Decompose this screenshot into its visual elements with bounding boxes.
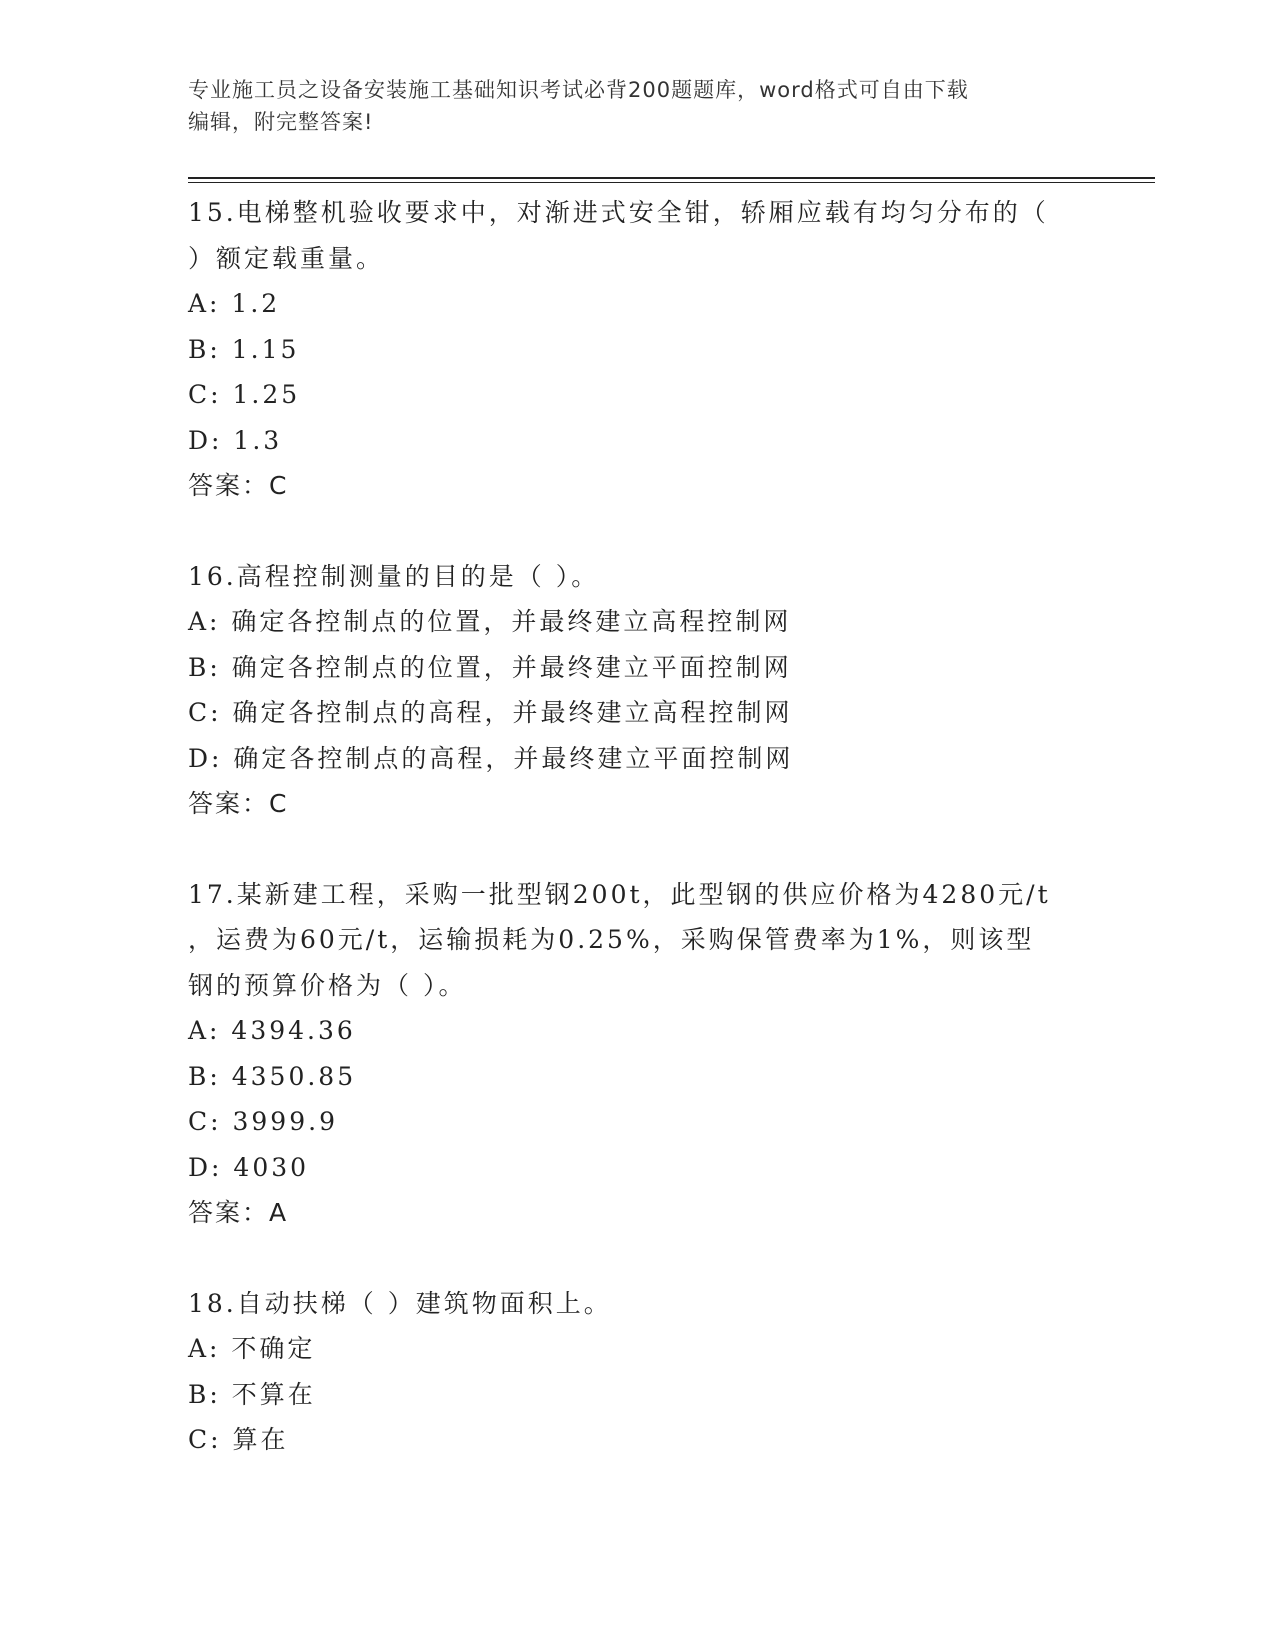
option-b: B: 确定各控制点的位置，并最终建立平面控制网 — [188, 652, 792, 682]
answer-line: 答案：A — [188, 1198, 289, 1227]
option-d: D: 1.3 — [188, 425, 283, 455]
answer-line: 答案：C — [188, 471, 289, 500]
question-18 — [188, 1281, 1088, 1463]
option-c: C: 3999.9 — [188, 1107, 338, 1136]
option-d: D: 4030 — [188, 1152, 310, 1182]
question-list — [188, 190, 1088, 1463]
option-b: B: 不算在 — [188, 1379, 316, 1409]
option-a: A: 1.2 — [188, 289, 281, 318]
question-16 — [188, 554, 1088, 827]
question-stem-line: 17.某新建工程，采购一批型钢200t，此型钢的供应价格为4280元/t — [188, 879, 1051, 909]
header-line-2: 编辑，附完整答案! — [188, 110, 374, 134]
header-divider-thin — [188, 182, 1155, 183]
question-stem-line: 18.自动扶梯（ ）建筑物面积上。 — [188, 1288, 612, 1318]
question-stem-line: 16.高程控制测量的目的是（ ）。 — [188, 561, 600, 591]
question-15 — [188, 190, 1088, 509]
option-b: B: 1.15 — [188, 334, 300, 364]
question-stem-line: 钢的预算价格为（ ）。 — [188, 970, 467, 1000]
question-stem-line: ，运费为60元/t，运输损耗为0.25%，采购保管费率为1%，则该型 — [188, 925, 1035, 954]
question-stem-line: ）额定载重量。 — [188, 243, 385, 273]
header-line-1: 专业施工员之设备安装施工基础知识考试必背200题题库，word格式可自由下载 — [188, 78, 969, 102]
option-a: A: 不确定 — [188, 1334, 316, 1363]
answer-line: 答案：C — [188, 789, 289, 818]
header-divider-thick — [188, 177, 1155, 179]
option-d: D: 确定各控制点的高程，并最终建立平面控制网 — [188, 743, 794, 773]
option-a: A: 确定各控制点的位置，并最终建立高程控制网 — [188, 607, 792, 636]
question-stem-line: 15.电梯整机验收要求中，对渐进式安全钳，轿厢应载有均匀分布的（ — [188, 198, 1049, 227]
question-spacer — [188, 1236, 1088, 1281]
option-c: C: 算在 — [188, 1425, 289, 1454]
question-spacer — [188, 827, 1088, 872]
question-17 — [188, 872, 1088, 1236]
option-c: C: 1.25 — [188, 380, 301, 409]
question-spacer — [188, 509, 1088, 554]
option-b: B: 4350.85 — [188, 1061, 357, 1091]
document-header — [188, 74, 1088, 138]
option-a: A: 4394.36 — [188, 1016, 356, 1045]
option-c: C: 确定各控制点的高程，并最终建立高程控制网 — [188, 698, 793, 727]
